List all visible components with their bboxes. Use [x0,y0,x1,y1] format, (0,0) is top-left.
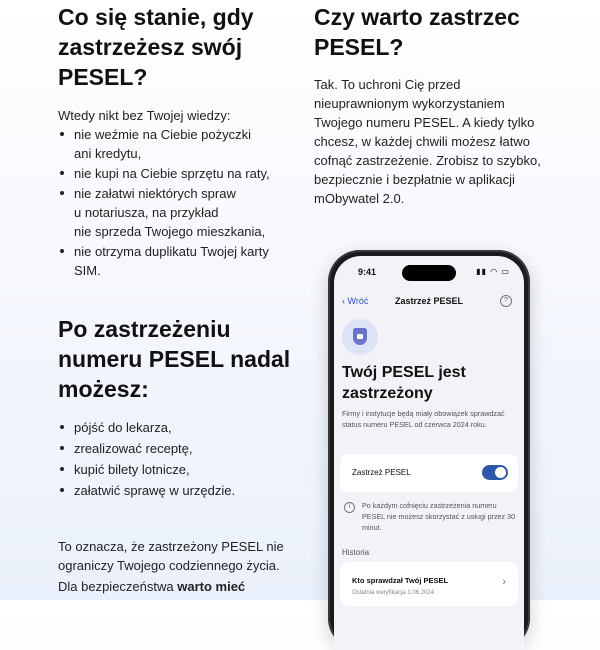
dynamic-island [402,265,456,281]
allowed-list [58,418,298,500]
outro-line: To oznacza, że zastrzeżony PESEL nie [58,539,284,554]
status-description: Firmy i instytucje będą miały obowiązek sprawdzać status numeru PESEL od czerwca 2024 roku. [342,409,505,429]
list-item [58,125,298,163]
heading-line: zastrzeżesz swój [58,34,243,60]
info-icon: i [344,502,355,513]
shield-lock-icon [342,319,378,355]
outro2-bold: warto mieć [177,579,246,594]
list-item-line: nie kupi na Ciebie sprzętu na raty, [74,166,270,181]
list-item [58,164,298,183]
status-title [342,362,512,404]
paragraph-line: bezpiecznie i bezpłatnie w aplikacji [314,172,515,187]
intro-text: Wtedy nikt bez Twojej wiedzy: [58,108,231,123]
status-icons: ▮▮ ◠ ▭ [476,267,510,276]
status-title-line: Twój PESEL jest [342,364,466,381]
paragraph-line: cofnąć zastrzeżenie. Zrobisz to szybko, [314,153,541,168]
toggle-label: Zastrzeż PESEL [352,468,411,477]
list-item-line: nie sprzeda Twojego mieszkania, [74,224,266,239]
paragraph-line: Tak. To uchroni Cię przed [314,77,461,92]
toggle-card [340,454,518,492]
history-label: Historia [342,548,370,557]
list-item-line: nie otrzyma duplikatu Twojej karty [74,244,269,259]
heading-line: Co się stanie, gdy [58,4,254,30]
heading-line: numeru PESEL nadal [58,346,291,372]
worth-it-paragraph [314,75,554,208]
outro-text [58,537,298,575]
chevron-right-icon: › [502,576,506,588]
nav-title: Zastrzeż PESEL [394,296,464,306]
list-item [58,184,298,241]
help-icon[interactable]: ? [500,295,512,307]
protection-list [58,125,298,280]
back-button[interactable]: ‹ Wróć [342,296,369,306]
status-title-line: zastrzeżony [342,385,433,402]
paragraph-line: mObywatel 2.0. [314,191,405,206]
paragraph-line: Twojego numeru PESEL. A kiedy tylko [314,115,535,130]
phone-mockup [328,250,530,650]
history-item-title: Kto sprawdzał Twój PESEL [352,576,449,585]
list-item-line: ani kredytu, [74,146,142,161]
heading-still-can [58,314,298,404]
heading-line: możesz: [58,376,149,402]
list-item: pójść do lekarza, [58,418,298,437]
paragraph-line: chcesz, w każdej chwili możesz łatwo [314,134,531,149]
list-item: kupić bilety lotnicze, [58,460,298,479]
heading-line: PESEL? [314,34,404,60]
list-item-line: SIM. [74,263,101,278]
heading-line: PESEL? [58,64,148,90]
heading-worth-it [314,2,554,62]
outro-text-2 [58,577,298,596]
history-item[interactable] [340,562,518,606]
list-item-line: nie weźmie na Ciebie pożyczki [74,127,252,142]
list-item: załatwić sprawę w urzędzie. [58,481,298,500]
restrict-pesel-toggle[interactable] [482,465,508,480]
list-item: zrealizować receptę, [58,439,298,458]
outro2-prefix: Dla bezpieczeństwa [58,579,178,594]
list-item-line: u notariusza, na przykład [74,205,219,220]
history-item-subtitle: Ostatnia weryfikacja 1.06.2024 [352,590,435,596]
paragraph-line: nieuprawnionym wykorzystaniem [314,96,505,111]
heading-line: Po zastrzeżeniu [58,316,231,342]
phone-screen [334,256,524,650]
status-time: 9:41 [358,267,377,277]
outro-line: ograniczy Twojego codziennego życia. [58,558,280,573]
list-item-line: nie załatwi niektórych spraw [74,186,236,201]
heading-what-happens [58,2,298,92]
info-text: Po każdym cofnięciu zastrzeżenia numeru PESEL nie możesz skorzystać z usługi przez 30 minut. [362,501,516,532]
heading-line: Czy warto zastrzec [314,4,520,30]
list-item [58,242,298,280]
